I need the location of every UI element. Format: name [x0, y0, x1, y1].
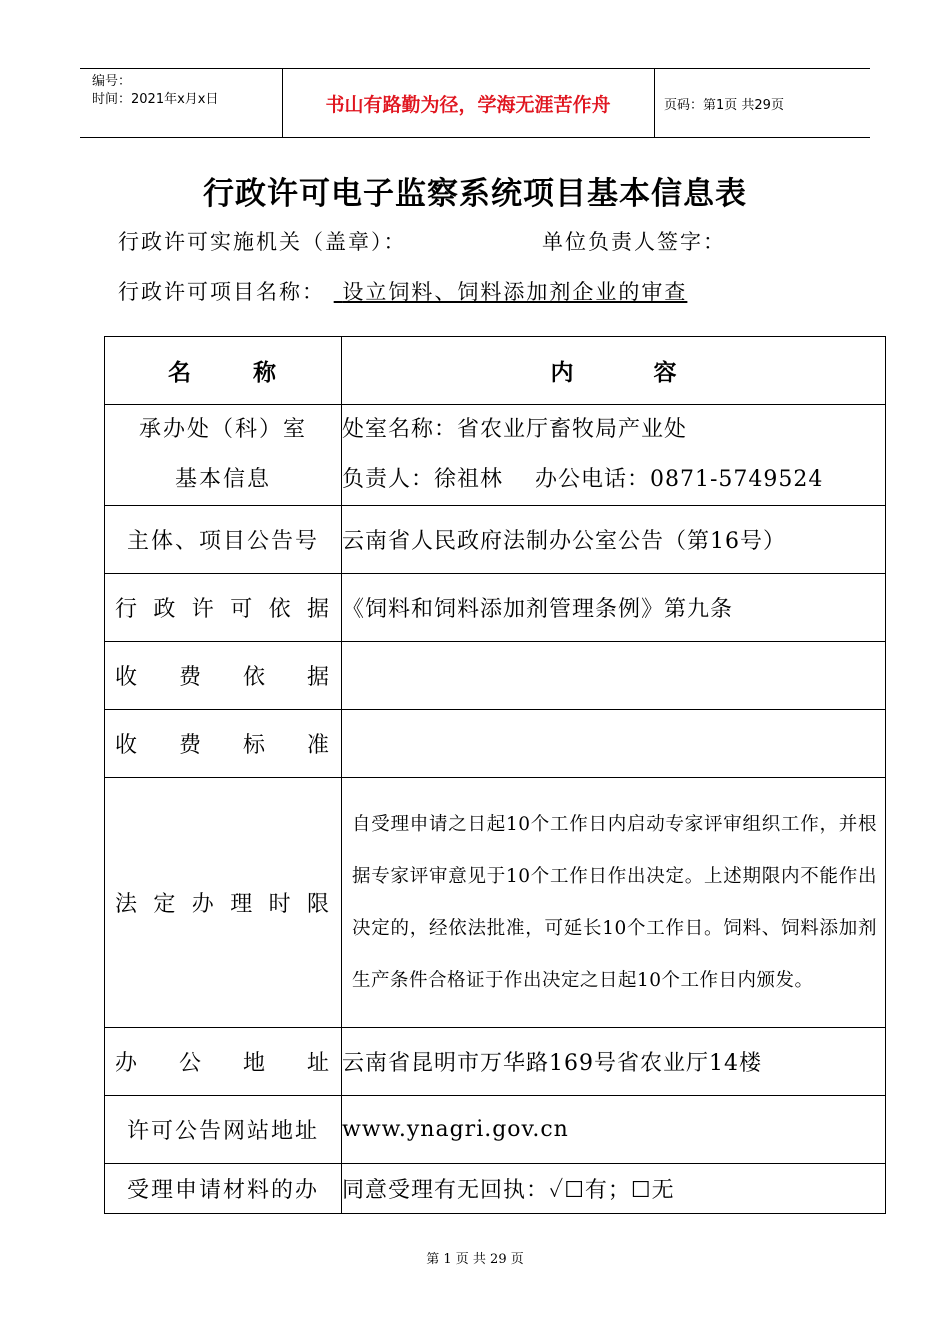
item-name-label: 行政许可项目名称：: [118, 280, 325, 304]
time-label: 时间：2021年x月x日: [92, 92, 219, 107]
item-name-line: [118, 276, 687, 306]
row-value-cell: 云南省人民政府法制办公室公告（第16号）: [342, 506, 886, 574]
row-value-cell: [342, 710, 886, 778]
row-name-cell: 收费依据: [105, 642, 342, 710]
row-value-cell: 自受理申请之日起10个工作日内启动专家评审组织工作，并根据专家评审意见于10个工作日作出决定。上述期限内不能作出决定的，经依法批准，可延长10个工作日。饲料、饲料添加剂生产条件合格证于作出决定之日起10个工作日内颁发。: [342, 778, 886, 1028]
item-name-value: 设立饲料、饲料添加剂企业的审查: [342, 280, 688, 304]
row-name-line2: 基本信息: [174, 467, 271, 492]
document-title: 行政许可电子监察系统项目基本信息表: [203, 176, 747, 212]
header-content-cell: 内 容: [342, 337, 886, 405]
table-row: [105, 778, 886, 1028]
row-value-cell: 云南省昆明市万华路169号省农业厅14楼: [342, 1028, 886, 1096]
table-row: [105, 506, 886, 574]
document-header: [80, 68, 870, 138]
row-name-cell: [105, 405, 342, 506]
row-value-line1: 处室名称：省农业厅畜牧局产业处: [342, 417, 688, 442]
header-page-info: 页码：第1页 共29页: [664, 97, 784, 113]
table-header-row: [105, 337, 886, 405]
agency-label: 行政许可实施机关（盖章）：: [118, 230, 407, 254]
row-value-cell: 同意受理有无回执：✓☐有；☐无: [342, 1164, 886, 1214]
row-value-line2: 负责人：徐祖林 办公电话：0871-5749524: [342, 467, 824, 492]
row-name-cell: 主体、项目公告号: [105, 506, 342, 574]
row-name-cell: 许可公告网站地址: [105, 1096, 342, 1164]
row-name-cell: 收费标准: [105, 710, 342, 778]
row-name-line1: 承办处（科）室: [138, 417, 307, 442]
table-row: [105, 1028, 886, 1096]
row-value-cell: [342, 642, 886, 710]
table-row: [105, 1096, 886, 1164]
row-name-cell: 行政许可依据: [105, 574, 342, 642]
number-label: 编号：: [92, 74, 132, 89]
info-table: [104, 336, 886, 1214]
header-motto: 书山有路勤为径，学海无涯苦作舟: [282, 69, 655, 137]
row-name-cell: 受理申请材料的办: [105, 1164, 342, 1214]
page-footer: 第 1 页 共 29 页: [426, 1252, 524, 1267]
row-value-cell: 《饲料和饲料添加剂管理条例》第九条: [342, 574, 886, 642]
row-name-cell: 办公地址: [105, 1028, 342, 1096]
table-row: [105, 710, 886, 778]
table-row: [105, 574, 886, 642]
row-name-cell: 法定办理时限: [105, 778, 342, 1028]
header-meta-cell: [80, 69, 283, 137]
row-value-cell: [342, 405, 886, 506]
table-row: [105, 1164, 886, 1214]
table-row: [105, 405, 886, 506]
row-value-cell: www.ynagri.gov.cn: [342, 1096, 886, 1164]
table-row: [105, 642, 886, 710]
header-name-cell: 名 称: [105, 337, 342, 405]
signer-label: 单位负责人签字：: [542, 230, 726, 254]
